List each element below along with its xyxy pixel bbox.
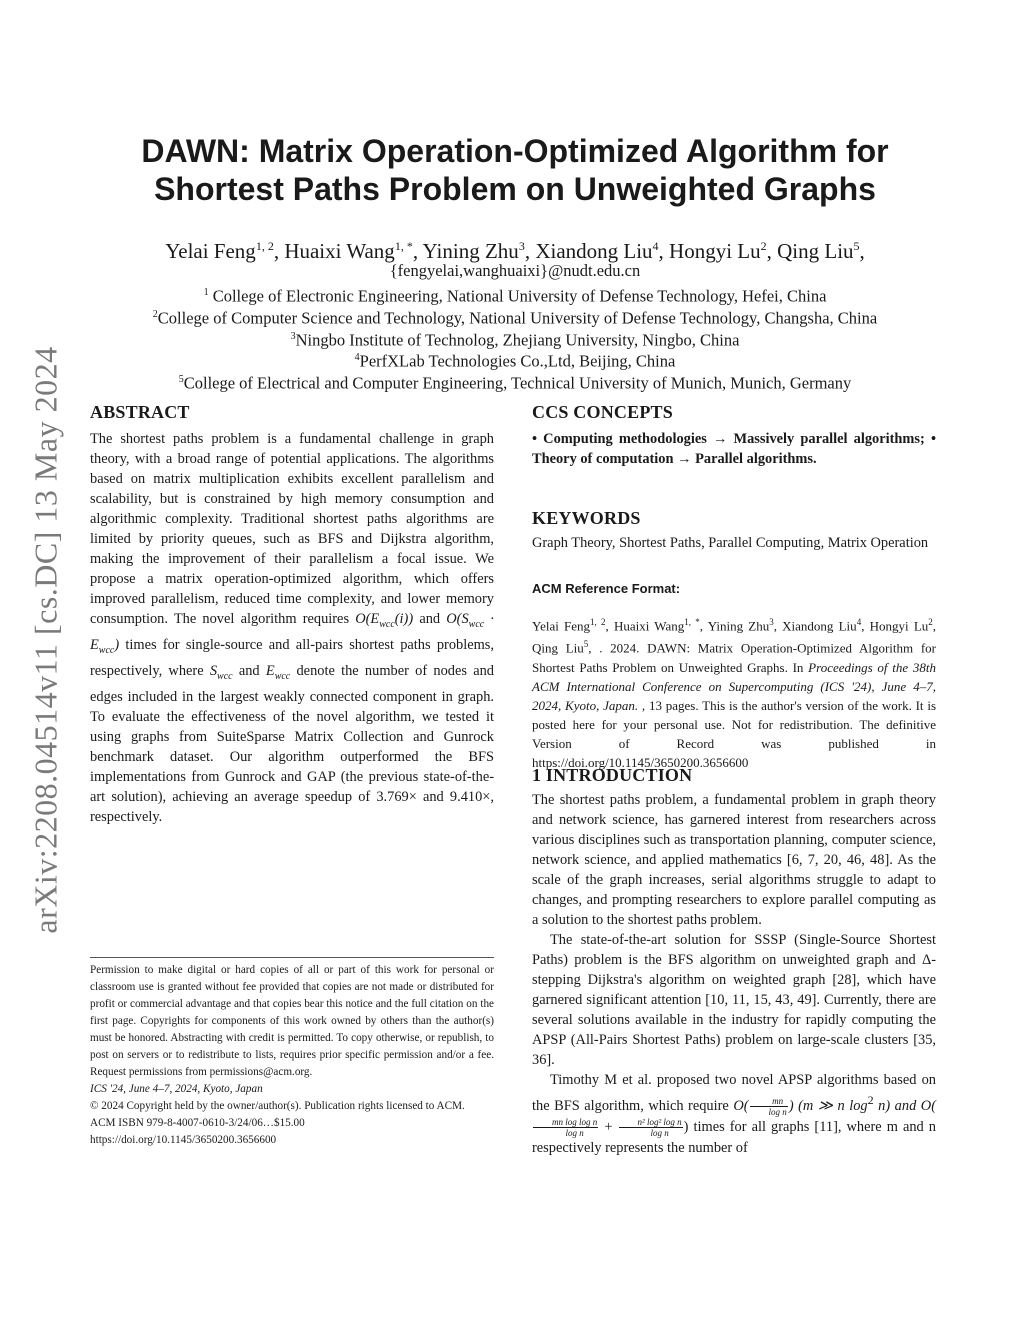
introduction-body <box>532 790 936 1158</box>
affiliation-3: $^3$Ningbo Institute of Technolog, Zhejiang University, Ningbo, China <box>290 330 740 350</box>
footnote-divider <box>90 957 494 958</box>
abstract-heading: ABSTRACT <box>90 402 190 422</box>
doi-link[interactable]: https://doi.org/10.1145/3650200.3656600 <box>90 1134 277 1146</box>
introduction-heading: 1 INTRODUCTION <box>532 765 693 785</box>
conference-line: ICS '24, June 4–7, 2024, Kyoto, Japan <box>90 1083 263 1095</box>
introduction-paragraph-2: The state-of-the-art solution for SSSP (Single-Source Shortest Paths) problem is the BFS algorithm on unweighted graph and Δ-stepping Dijkstra's algorithm on weighted graph [28], which have garnered significant attention [10, 11, 15, 43, 49]. Currently, there are several solutions available in the industry for rapidly computing the APSP (All-Pairs Shortest Paths) problem on large-scale clusters [35, 36]. <box>532 932 936 1068</box>
copyright-footnote <box>90 962 494 1149</box>
author: Huaixi Wang$^{1, *}$, <box>284 239 423 263</box>
fraction: $\frac{\text{mn log log n}}{\text{log n}}$ <box>533 1117 598 1138</box>
author: Yining Zhu$^3$, <box>422 239 536 263</box>
acm-reference-heading: ACM Reference Format: <box>532 581 681 596</box>
permission-notice: Permission to make digital or hard copies of all or part of this work for personal or classroom use is granted without fee provided that copies are not made or distributed for profit or commercial advantage and that copies bear this notice and the full citation on the first page. Copyrights for components of this work owned by others than the author(s) must be honored. Abstracting with credit is permitted. To copy otherwise, or republish, to post on servers or to redistribute to lists, requires prior specific permission and/or a fee. Request permissions from permissions@acm.org. <box>90 964 494 1078</box>
isbn-line: ACM ISBN 979-8-4007-0610-3/24/06…$15.00 <box>90 1117 305 1129</box>
introduction-paragraph-1: The shortest paths problem, a fundamental problem in graph theory and network science, has garnered interest from researchers across various disciplines such as transportation planning, computer science, network science, and applied mathematics [6, 7, 20, 46, 48]. As the scale of the graph increases, serial algorithms struggle to adapt to changes, and prompting researchers to explore parallel computing as a solution to the shortest paths problem. <box>532 792 936 928</box>
introduction-paragraph-3: Timothy M et al. proposed two novel APSP algorithms based on the BFS algorithm, which require O( $\frac{mn}{\text{log n}}$ ) (m ≫ n $\log^2 n$) and O( $\frac{\text{mn log log n}}{\text{log n}}$ + $\frac{\text{n² log² log n}}{\text{log n}}$ ) times for all graphs [11], where m and n respectively represents the number of <box>532 1072 936 1157</box>
ccs-concepts-heading: CCS CONCEPTS <box>532 402 673 422</box>
affiliation-1: $^1$ College of Electronic Engineering, National University of Defense Technology, Hefei, China <box>203 286 827 306</box>
ccs-concepts-body: • Computing methodologies → Massively parallel algorithms; • Theory of computation → Parallel algorithms. <box>532 431 936 467</box>
title-line-1: DAWN: Matrix Operation-Optimized Algorithm for <box>141 133 889 169</box>
author: Yelai Feng$^{1, 2}$, <box>165 239 285 263</box>
affiliation-4: $^4$PerfXLab Technologies Co.,Ltd, Beijing, China <box>354 351 676 371</box>
arxiv-identifier-stamp: arXiv:2208.04514v11 [cs.DC] 13 May 2024 <box>27 346 64 934</box>
title-line-2: Shortest Paths Problem on Unweighted Graphs <box>154 171 876 207</box>
paper-title <box>80 132 950 208</box>
copyright-line: © 2024 Copyright held by the owner/author(s). Publication rights licensed to ACM. <box>90 1100 465 1112</box>
author: Hongyi Lu$^2$, <box>669 239 778 263</box>
author: Xiandong Liu$^4$, <box>535 239 670 263</box>
acm-reference-body: Yelai Feng$^{1, 2}$, Huaixi Wang$^{1, *}$, Yining Zhu$^3$, Xiandong Liu$^4$, Hongyi Lu$^2$, Qing Liu$^5$, . 2024. DAWN: Matrix Operation-Optimized Algorithm for Shortest Paths Problem on Unweighted Graphs. In Proceedings of the 38th ACM International Conference on Supercomputing (ICS '24), June 4–7, 2024, Kyoto, Japan. , 13 pages. This is the author's version of the work. It is posted here for your personal use. Not for redistribution. The definitive Version of Record was published in https://doi.org/10.1145/3650200.3656600 <box>532 617 937 770</box>
affiliation-5: $^5$College of Electrical and Computer Engineering, Technical University of Munich, Munich, Germany <box>178 373 852 393</box>
fraction: $\frac{\text{n² log² log n}}{\text{log n}}$ <box>619 1117 683 1138</box>
affiliation-2: $^2$College of Computer Science and Technology, National University of Defense Technology, Changsha, China <box>152 308 878 328</box>
fraction: $\frac{mn}{\text{log n}}$ <box>750 1096 788 1117</box>
abstract-body: The shortest paths problem is a fundamental challenge in graph theory, with a broad range of potential applications. The algorithms based on matrix multiplication exhibits excellent parallelism and scalability, but is constrained by high memory consumption and algorithmic complexity. Traditional shortest paths algorithms are limited by priority queues, such as BFS and Dijkstra algorithm, making the improvement of their parallelism a focal issue. We propose a matrix operation-optimized algorithm, which offers improved parallelism, reduced time complexity, and lower memory consumption. The novel algorithm requires $O(E_{wcc}(i))$ and $O(S_{wcc} \cdot E_{wcc})$ times for single-source and all-pairs shortest paths problems, respectively, where $S_{wcc}$ and $E_{wcc}$ denote the number of nodes and edges included in the largest weakly connected component in graph. To evaluate the effectiveness of the novel algorithm, we tested it using graphs from SuiteSparse Matrix Collection and Gunrock benchmark dataset. Our algorithm outperformed the BFS implementations from Gunrock and GAP (the previous state-of-the-art solution), achieving an average speedup of 3.769× and 9.410×, respectively. <box>90 431 494 825</box>
keywords-body: Graph Theory, Shortest Paths, Parallel Computing, Matrix Operation <box>532 535 929 551</box>
keywords-heading: KEYWORDS <box>532 508 641 528</box>
author-emails: {fengyelai,wanghuaixi}@nudt.edu.cn <box>389 261 641 280</box>
author: Qing Liu$^5$, <box>777 239 865 263</box>
